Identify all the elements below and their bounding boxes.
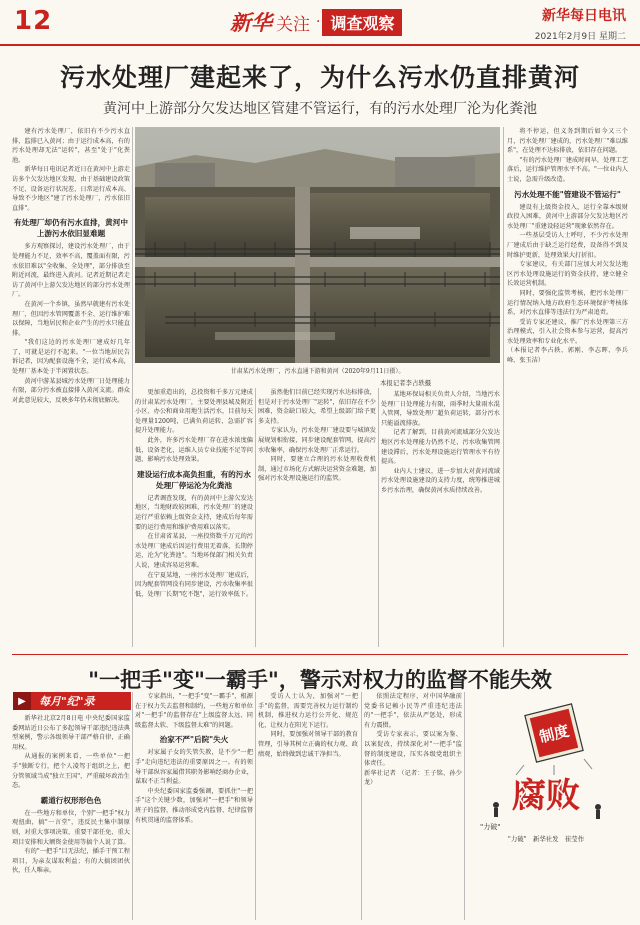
story2-subhead-2: 治家不严"后院"失火 bbox=[159, 735, 229, 745]
paragraph: "有的污水处理厂建成时间早，处理工艺落后，运行维护管理水平不高。"一位业内人士说，急需升级改造。 bbox=[507, 156, 628, 183]
paragraph: 有的"一把手"目无法纪，插手干预工程项目，为亲友谋取利益；有的大搞团团伙伙，任人唯亲。 bbox=[12, 848, 130, 875]
cartoon-corruption-text: 腐败 bbox=[512, 776, 580, 816]
paragraph: 依照法定程序，对中国华融前党委书记赖小民等严重违纪违法的"一把手"，依法从严惩处，形成有力震慑。 bbox=[364, 693, 462, 729]
paper-info bbox=[535, 5, 626, 42]
paragraph: 某地环保局相关负责人介绍，当地污水处理厂日处理能力有限，雨季时大量雨水混入管网，导致处理厂超负荷运转，部分污水只能溢流排放。 bbox=[381, 391, 500, 427]
cartoon-illustration bbox=[466, 695, 626, 833]
story1-column-1 bbox=[12, 127, 130, 647]
paragraph: 将不停运，但义务到期后如今又三个月，污水处理厂建成的，污水处理厂"难以维系"，在处理不达标排放，依旧存在问题。 bbox=[507, 128, 628, 155]
paragraph: 更加重造出的，总投资和千多万元建成的甘肃某污水处理厂，主要处理县城及附近小区、办公和商业用地生活污水，目前每天处理量1200吨，已满负荷运转，急需扩容提升处理能力。 bbox=[135, 389, 253, 435]
paragraph: 在甘肃省某县，一座投资数千万元的污水处理厂建成后因运行费用无着落，长期停运，沦为"化粪池"。当地环保部门相关负责人说，建成容易运营难。 bbox=[135, 533, 253, 569]
story1-column-4 bbox=[381, 390, 500, 647]
story2-column-2 bbox=[135, 692, 253, 920]
paragraph: 在宁夏某地，一座污水处理厂建成后，因为配套管网没有同步建设，污水收集率很低，处理厂长期"吃不饱"，运行效率低下。 bbox=[135, 571, 253, 598]
story1-photo bbox=[135, 127, 500, 363]
column-mark-icon: ▶ bbox=[13, 692, 31, 710]
column-rule bbox=[378, 388, 379, 647]
story1-subheadline: 黄河中上游部分欠发达地区管建不管运行，有的污水处理厂沦为化粪池 bbox=[103, 101, 537, 117]
column-rule bbox=[503, 127, 504, 647]
paragraph: 新华每日电讯记者近日在黄河中上游走访多个欠发达地区发现，由于基础建设政策不足、设备运行状况差、日常运行成本高、导致不少地区"建了污水处理厂，污水依旧直排"。 bbox=[12, 166, 130, 212]
paragraph: 对家属子女的失管失教，是不少"一把手"走向违纪违法的重要原因之一。有的领导干部纵容家属借其职务影响经商办企业，谋取不正当利益。 bbox=[135, 749, 253, 786]
story2-headline: "一把手"变"一霸手"，警示对权力的监督不能失效 bbox=[88, 668, 552, 692]
paragraph: 记者了解到，目前黄河流域部分欠发达地区污水处理能力仍然不足，污水收集管网建设滞后，污水处理设施运行管理水平有待提高。 bbox=[381, 429, 500, 466]
paragraph: 多方观察探讨，建设污水处理厂，由于处理能力不足，效率不高，覆盖面有限，污水依旧难以"全收集、全处理"，部分排放至附近河流，最终进入黄河。记者近期记者走访了黄河中上游欠发达地区的部分污水处理厂。 bbox=[12, 243, 130, 299]
story1-column-3 bbox=[258, 388, 376, 647]
story1-column-5 bbox=[507, 127, 628, 647]
paragraph: "我们这边的污水处理厂建成好几年了，可就是运行不起来。"一位当地居民告诉记者，因为配套设施不全，运行成本高，处理厂基本处于半闲置状态。 bbox=[12, 339, 130, 376]
section-header bbox=[230, 9, 402, 35]
column-rule bbox=[255, 692, 256, 920]
paragraph: 业内人士建议，进一步加大对黄河流域污水处理设施建设的支持力度，统筹推进城乡污水治理，确保黄河水质持续改善。 bbox=[381, 467, 500, 494]
paragraph: 受访专家表示，要以案为鉴、以案促改，持续深化对"一把手"监督的制度建设，压实各级党组织主体责任。 bbox=[364, 731, 462, 768]
paragraph: 专家指出，"一把手"变"一霸手"，根源在于权力失去监督和制约，一些地方和单位对"一把手"的监督存在"上级监督太远、同级监督太软、下级监督太难"的问题。 bbox=[135, 693, 253, 729]
photo-caption: 甘肃某污水处理厂，污水直通下游和黄河（2020年9月11日摄）。 bbox=[230, 368, 405, 375]
paragraph: 在黄河一个乡镇，虽然早就建有污水处理厂，但因污水管网覆盖不全、运行维护难以保障，当地居民和企业产生的污水只能直排。 bbox=[12, 300, 130, 337]
story1-subhead-1: 有处理厂却仍有污水直排，黄河中上游污水依旧显难题 bbox=[14, 218, 128, 239]
photo-credit: 本报记者李占轶摄 bbox=[380, 379, 432, 387]
paragraph: 新华社北京2月8日电 中央纪委国家监委网站近日公布了多起领导干部违纪违法典型案例，警示各级领导干部严格自律，正确用权。 bbox=[12, 715, 130, 751]
masthead bbox=[0, 0, 640, 46]
paragraph: 记者调查发现，有的黄河中上游欠发达地区，当地财政较困难，污水处理厂的建设运行严重依赖上级资金支持，建成后每年需要的运行费用和维护费用难以落实。 bbox=[135, 494, 253, 531]
paragraph: 受访人士认为，加强对"一把手"的监督，需要完善权力运行制约机制，推进权力运行公开化、规范化，让权力在阳光下运行。 bbox=[258, 693, 358, 729]
column-rule bbox=[255, 388, 256, 647]
paragraph: 虽然他们目前已经实现污水达标排放，但是对于污水处理厂"运转"，依旧存在不少困难，资金缺口较大，希望上级部门给予更多支持。 bbox=[258, 389, 376, 425]
story2-column-3 bbox=[258, 692, 358, 920]
paper-name: 新华每日电讯 bbox=[542, 8, 626, 24]
column-label bbox=[13, 692, 131, 710]
cartoon-caption: "力破" 新华社发 崔莹作 bbox=[507, 835, 585, 843]
paragraph: 同时，要建立合理的污水处理收费机制，通过市场化方式解决运营资金难题，加强对污水处理设施运行的监管。 bbox=[258, 456, 376, 483]
paragraph: 一些基层受访人士呼吁，不少污水处理厂建成后由于缺乏运行经费，设备得不到及时维护更新，处理效果大打折扣。 bbox=[507, 232, 628, 259]
cartoon-label: "力破" bbox=[480, 823, 501, 831]
paragraph: 中央纪委国家监委强调，要抓住"一把手"这个关键少数，加强对"一把手"和领导班子的监督，推动形成党内监督、纪律监督有机贯通的监督体系。 bbox=[135, 787, 253, 824]
story1-column-2 bbox=[135, 388, 253, 647]
paragraph: 从通报的案例来看，一些单位"一把手"独断专行，把个人凌驾于组织之上，把分管领域当成"独立王国"，严重破坏政治生态。 bbox=[12, 753, 130, 790]
issue-date: 2021年2月9日 星期二 bbox=[534, 32, 626, 42]
column-rule bbox=[464, 692, 465, 920]
section-tag: 调查观察 bbox=[322, 9, 402, 36]
paragraph: 在一些地方和单位，个别"一把手"权力观扭曲，搞"一言堂"，违反民主集中制原则，对重大事项决策、重要干部任免、重大项目安排和大额资金使用等搞个人说了算。 bbox=[12, 809, 130, 846]
story1-byline: （本报记者李占轶、郭刚、李志晖、李兵峰、张玉洁） bbox=[507, 347, 628, 365]
story2-subhead-1: 霸道行权形形色色 bbox=[40, 795, 102, 805]
page-number: 12 bbox=[14, 6, 53, 36]
paragraph: 受访专家还建议，推广污水处理第三方治理模式，引入社会资本参与运营，提高污水处理效率和专业化水平。 bbox=[507, 318, 628, 345]
story1-headline: 污水处理厂建起来了，为什么污水仍直排黄河 bbox=[59, 63, 580, 92]
column-rule bbox=[132, 127, 133, 647]
paragraph: 同时，要强化监管考核，把污水处理厂运行情况纳入地方政府生态环境保护考核体系，对污水直排等违法行为严肃追责。 bbox=[507, 289, 628, 317]
paragraph: 建有污水处理厂，依旧有不少污水直排，监排已入黄河；由于运行成本高，有的污水处理却无法"运转"，甚至"处于"化粪池。 bbox=[12, 128, 130, 164]
column-label-text: 每月"纪"录 bbox=[39, 695, 95, 708]
cartoon-seal-text: 制度 bbox=[537, 721, 571, 747]
story2-byline: 新华社记者 （记者：王子铭、孙少龙） bbox=[364, 769, 462, 787]
column-rule bbox=[361, 692, 362, 920]
section-divider bbox=[12, 654, 628, 655]
paragraph: 此外，许多污水处理厂存在进水浓度偏低，设备老化，运维人员专业技能不足等问题，影响污水处理效果。 bbox=[135, 436, 253, 464]
separator-dot: · bbox=[316, 14, 321, 30]
paragraph: 黄河中游某县城污水处理厂日处理能力有限，部分污水被直接排入黄河支流。群众对此意见较大，反映多年仍未彻底解决。 bbox=[12, 377, 130, 404]
paragraph: 同时，要加强对领导干部的教育管理，引导其树立正确的权力观、政绩观，始终做到忠诚干净担当。 bbox=[258, 731, 358, 758]
story2-column-4 bbox=[364, 692, 462, 920]
column-rule bbox=[132, 692, 133, 920]
paragraph: 建设有上级资金投入，运行全靠本级财政投入困难，黄河中上游部分欠发达地区污水处理厂"重建设轻运营"现象依然存在。 bbox=[507, 203, 628, 230]
story2-column-1 bbox=[12, 714, 130, 920]
paragraph: 专家认为，污水处理厂建设要与城镇发展规划相衔接，同步建设配套管网，提高污水收集率，确保污水处理厂正常运行。 bbox=[258, 427, 376, 454]
story1-subhead-3: 污水处理不能"管建设不管运行" bbox=[514, 189, 621, 199]
paragraph: 专家建议，有关部门应加大对欠发达地区污水处理设施运行的资金扶持，建立健全长效运营机制。 bbox=[507, 261, 628, 288]
focus-label: 关注 bbox=[276, 14, 310, 35]
story1-subhead-2: 建设运行成本高负担重，有的污水处理厂停运沦为化粪池 bbox=[137, 469, 251, 490]
brand-logo: 新华 bbox=[230, 10, 272, 35]
sewage-plant-photo bbox=[135, 127, 500, 363]
cartoon-svg bbox=[466, 695, 626, 833]
